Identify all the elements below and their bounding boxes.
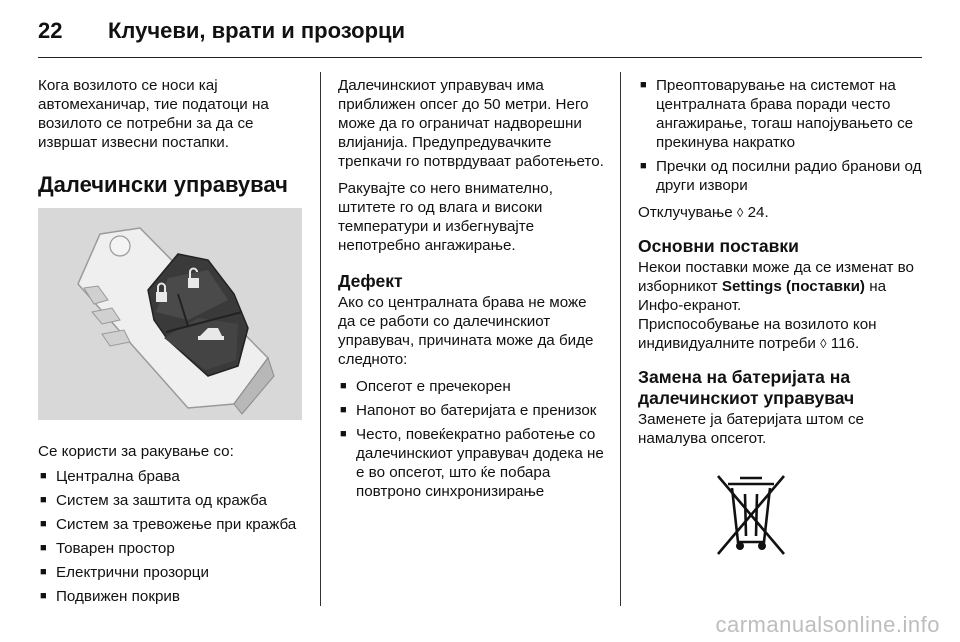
watermark: carmanualsonline.info [715, 612, 940, 637]
usage-intro: Се користи за ракување со: [38, 443, 234, 460]
battery-paragraph: Заменете ја батеријата штом се намалува опсегот. [638, 411, 865, 447]
care-paragraph: Ракувајте со него внимателно, штитете го од влага и високи температури и избегнувајте непотребно ангажирање. [338, 180, 553, 254]
page-ref-icon: ◊ [736, 205, 744, 220]
customize-reference: Приспособување на возилото кон индивидуалните потреби ◊ 116. [638, 316, 877, 352]
page-number: 22 [38, 18, 63, 43]
unlock-reference: Отклучување ◊ 24. [638, 204, 769, 221]
list-item: ■ Централна брава [38, 467, 303, 486]
section-heading-battery: Замена на батеријата на далечинскиот управувач [638, 367, 855, 408]
remote-key-image [38, 208, 302, 420]
basic-settings-paragraph: Некои поставки може да се изменат во изборникот Settings (поставки) на Инфо-екранот. [638, 259, 914, 314]
chapter-title: Клучеви, врати и прозорци [108, 18, 406, 43]
column-divider [620, 72, 621, 606]
list-item: ■ Преоптоварување на системот на централната брава поради често ангажирање, тогаш напојувањето се прекинува накратко [638, 76, 922, 152]
section-heading-defect: Дефект [338, 271, 403, 291]
list-item: ■ Напонот во батеријата е пренизок [338, 401, 606, 420]
list-item: ■ Подвижен покрив [38, 587, 303, 606]
column-2 [338, 76, 606, 509]
header-rule [38, 57, 922, 58]
intro-paragraph: Кога возилото се носи кај автомеханичар, тие податоци на возилото се потребни за да се извршат извесни постапки. [38, 77, 269, 151]
usage-list [38, 467, 303, 606]
list-item: ■ Опсегот е пречекорен [338, 377, 606, 396]
list-item: ■ Пречки од посилни радио бранови од други извори [638, 157, 922, 195]
column-3 [638, 76, 922, 560]
settings-menu-label: Settings (поставки) [721, 278, 865, 295]
weee-crossed-bin-icon [714, 470, 788, 560]
list-item: ■ Товарен простор [38, 539, 303, 558]
list-item: ■ Често, повеќекратно работење со далечинскиот управувач додека не е во опсегот, што ќе побара повтроно синхронизирање [338, 425, 606, 501]
column-divider [320, 72, 321, 606]
list-item: ■ Електрични прозорци [38, 563, 303, 582]
section-heading-remote: Далечински управувач [38, 172, 288, 197]
page-ref-icon: ◊ [820, 336, 827, 351]
range-paragraph: Далечинскиот управувач има приближен опсег до 50 метри. Него може да го ограничат надворешни влијанија. Предупредувачките трепкачи го потврдуваат работењето. [338, 77, 604, 170]
column-1 [38, 76, 303, 614]
page-header [38, 18, 405, 48]
car-key-illustration [38, 208, 302, 420]
list-item: ■ Систем за тревожење при кражба [38, 515, 303, 534]
defect-list [338, 377, 606, 501]
list-item: ■ Систем за заштита од кражба [38, 491, 303, 510]
defect-list-continued [638, 76, 922, 195]
section-heading-basic-settings: Основни поставки [638, 236, 799, 256]
defect-intro: Ако со централната брава не може да се работи со далечинскиот управувач, причината може да биде следното: [338, 294, 594, 368]
